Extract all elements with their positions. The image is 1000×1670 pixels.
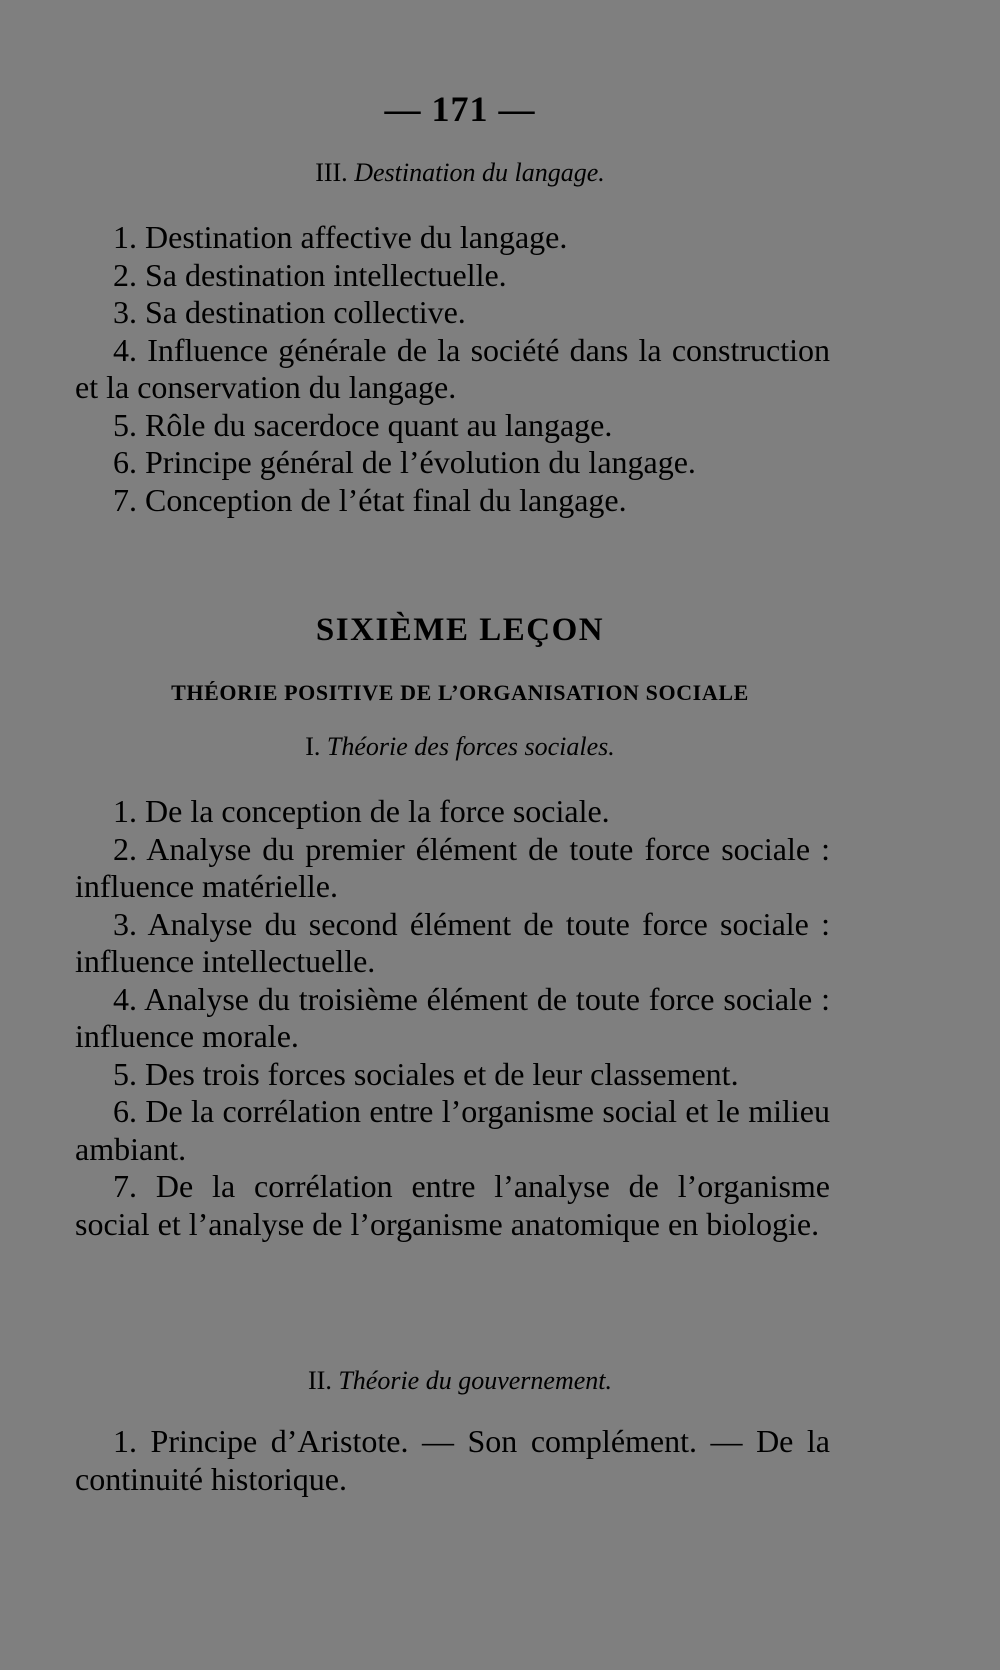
list-item: 5. Rôle du sacerdoce quant au langage.	[113, 406, 613, 443]
section-roman-numeral: I.	[305, 732, 321, 761]
section-heading-ii	[0, 1366, 920, 1396]
section-title: Théorie des forces sociales.	[326, 732, 615, 761]
section-roman-numeral: III.	[315, 158, 348, 187]
list-item: 7. Conception de l’état final du langage.	[113, 481, 627, 518]
section-title: Destination du langage.	[354, 158, 605, 187]
section-heading-i	[0, 732, 920, 762]
section-heading-iii	[0, 158, 920, 188]
list-item: 6. Principe général de l’évolution du langage.	[113, 444, 696, 480]
list-item: 4. Analyse du troisième élément de toute force sociale : influence morale.	[75, 980, 830, 1054]
list-item: 1. Principe d’Aristote. — Son complément. — De la continuité historique.	[75, 1423, 830, 1497]
lesson-title: SIXIÈME LEÇON	[315, 612, 605, 648]
page-number: — 171 —	[384, 89, 536, 129]
list-item: 4. Influence générale de la société dans la construction et la conservation du langage.	[75, 331, 830, 405]
section-i-list	[75, 793, 830, 1243]
list-item: 3. Sa destination collective.	[113, 294, 466, 330]
list-item: 5. Des trois forces sociales et de leur classement.	[113, 1055, 739, 1092]
list-item: 1. De la conception de la force sociale.	[113, 793, 610, 829]
lesson-subtitle: THÉORIE POSITIVE DE L’ORGANISATION SOCIALE	[171, 680, 749, 705]
section-title: Théorie du gouvernement.	[338, 1366, 612, 1395]
list-item: 1. Destination affective du langage.	[113, 219, 568, 255]
list-item: 7. De la corrélation entre l’analyse de l’organisme social et l’analyse de l’organisme anatomique en biologie.	[75, 1168, 830, 1242]
section-iii-list	[75, 219, 830, 519]
section-roman-numeral: II.	[308, 1366, 332, 1395]
section-ii-list	[75, 1423, 830, 1498]
list-item: 2. Sa destination intellectuelle.	[113, 256, 507, 293]
list-item: 6. De la corrélation entre l’organisme social et le milieu ambiant.	[75, 1093, 830, 1167]
list-item: 2. Analyse du premier élément de toute force sociale : influence matérielle.	[75, 830, 830, 904]
list-item: 3. Analyse du second élément de toute force sociale : influence intellectuelle.	[75, 905, 830, 979]
